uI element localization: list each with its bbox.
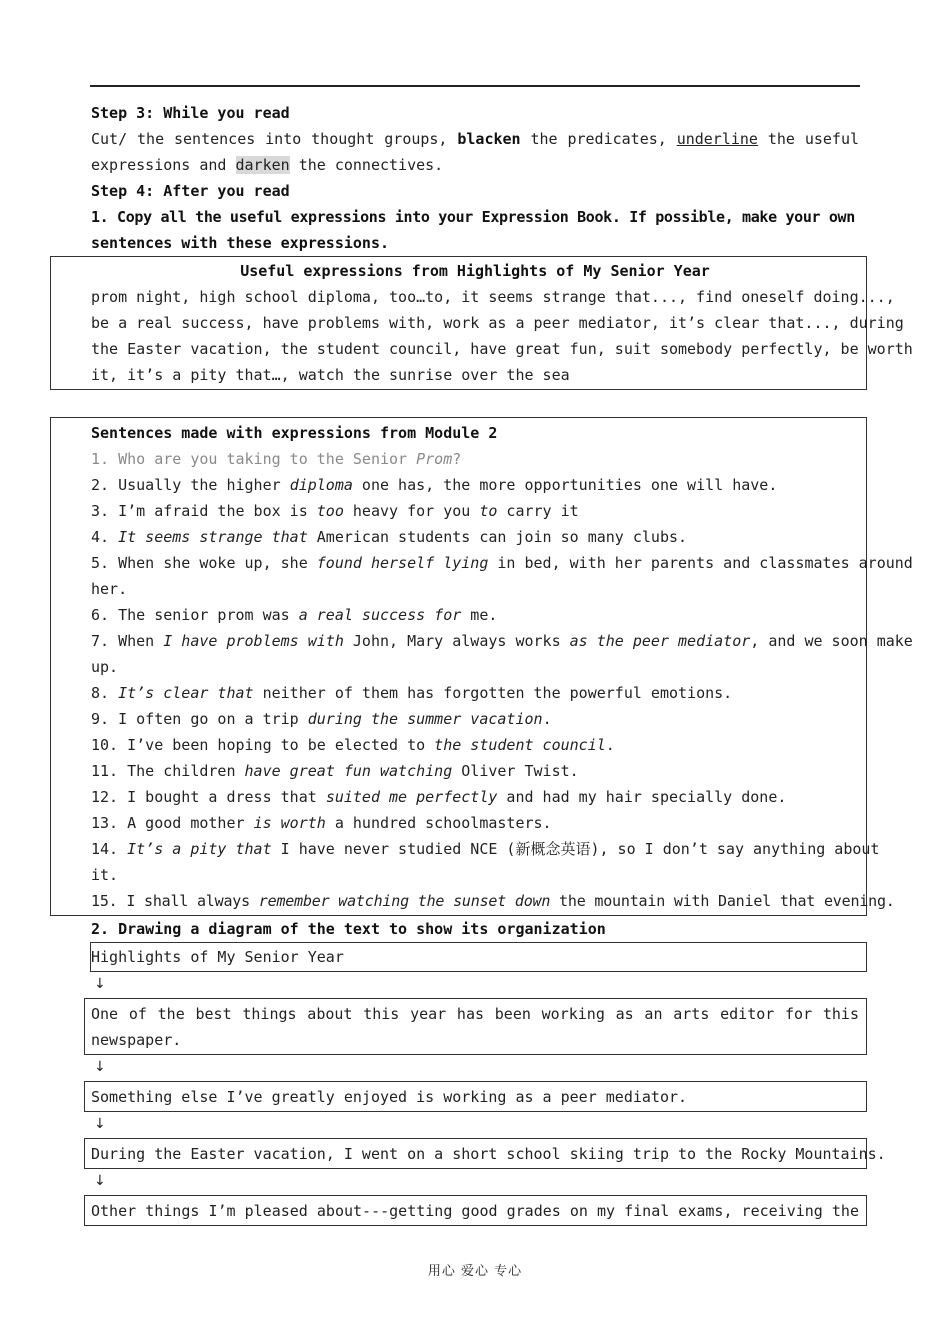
sentence-9: 9. I often go on a trip during the summer vacation. (91, 710, 552, 728)
sentence-5-cont: her. (91, 580, 128, 598)
step3-heading: Step 3: While you read (91, 104, 290, 122)
instr-text-d: expressions and (91, 156, 227, 174)
sentence-14-cont: it. (91, 866, 119, 884)
down-arrow-icon: ↓ (94, 1059, 106, 1075)
step3-instruction-line1 (91, 126, 859, 152)
step4-item1-line1: 1. Copy all the useful expressions into your Expression Book. If possible, make your own (91, 208, 855, 226)
step3-instruction-line2 (91, 152, 859, 178)
diagram-box-4-text: During the Easter vacation, I went on a short school skiing trip to the Rocky Mountains. (91, 1145, 886, 1163)
page-footer: 用心 爱心 专心 (427, 1264, 523, 1279)
sentence-6: 6. The senior prom was a real success for me. (91, 606, 498, 624)
down-arrow-icon: ↓ (94, 976, 106, 992)
sentence-7: 7. When I have problems with John, Mary always works as the peer mediator, and we soon make (91, 632, 913, 650)
blacken-word: blacken (457, 130, 521, 148)
useful-expressions-title: Useful expressions from Highlights of My Senior Year (240, 262, 710, 280)
sentence-10: 10. I’ve been hoping to be elected to the student council. (91, 736, 615, 754)
instr-text-a: Cut/ the sentences into thought groups, (91, 130, 448, 148)
sentence-2: 2. Usually the higher diploma one has, the more opportunities one will have. (91, 476, 778, 494)
sentences-title: Sentences made with expressions from Module 2 (91, 424, 498, 442)
down-arrow-icon: ↓ (94, 1116, 106, 1132)
darken-word: darken (235, 156, 290, 174)
useful-expressions-line: it, it’s a pity that…, watch the sunrise over the sea (91, 366, 570, 384)
down-arrow-icon: ↓ (94, 1173, 106, 1189)
sentence-14: 14. It’s a pity that I have never studied NCE (新概念英语), so I don’t say anything about (91, 840, 880, 858)
sentence-8: 8. It’s clear that neither of them has forgotten the powerful emotions. (91, 684, 733, 702)
sentence-3: 3. I’m afraid the box is too heavy for you to carry it (91, 502, 579, 520)
sentence-15: 15. I shall always remember watching the sunset down the mountain with Daniel that evening. (91, 892, 895, 910)
diagram-box-title-text: Highlights of My Senior Year (91, 948, 344, 966)
diagram-box-3-text: Something else I’ve greatly enjoyed is working as a peer mediator. (91, 1088, 688, 1106)
sentence-7-cont: up. (91, 658, 119, 676)
sentence-5: 5. When she woke up, she found herself lying in bed, with her parents and classmates around (91, 554, 913, 572)
top-rule (90, 85, 860, 87)
diagram-box-5-text: Other things I’m pleased about---getting good grades on my final exams, receiving the (91, 1202, 859, 1220)
useful-expressions-line: be a real success, have problems with, work as a peer mediator, it’s clear that..., during (91, 314, 904, 332)
step4-item1-line2: sentences with these expressions. (91, 234, 390, 252)
diagram-heading: 2. Drawing a diagram of the text to show its organization (91, 920, 606, 938)
diagram-box-2-line2: newspaper. (91, 1031, 182, 1049)
underline-word: underline (676, 130, 758, 148)
sentence-11: 11. The children have great fun watching Oliver Twist. (91, 762, 579, 780)
instr-text-c: the useful (767, 130, 860, 148)
instr-text-e: the connectives. (298, 156, 444, 174)
sentence-13: 13. A good mother is worth a hundred schoolmasters. (91, 814, 552, 832)
sentence-4: 4. It seems strange that American students can join so many clubs. (91, 528, 688, 546)
sentence-1: 1. Who are you taking to the Senior Prom? (91, 450, 462, 468)
step4-heading: Step 4: After you read (91, 182, 290, 200)
sentence-12: 12. I bought a dress that suited me perfectly and had my hair specially done. (91, 788, 787, 806)
useful-expressions-line: the Easter vacation, the student council, have great fun, suit somebody perfectly, be worth (91, 340, 913, 358)
useful-expressions-line: prom night, high school diploma, too…to, it seems strange that..., find oneself doing..., (91, 288, 895, 306)
instr-text-b: the predicates, (530, 130, 667, 148)
diagram-box-2-line1: One of the best things about this year has been working as an arts editor for this (91, 1005, 859, 1023)
